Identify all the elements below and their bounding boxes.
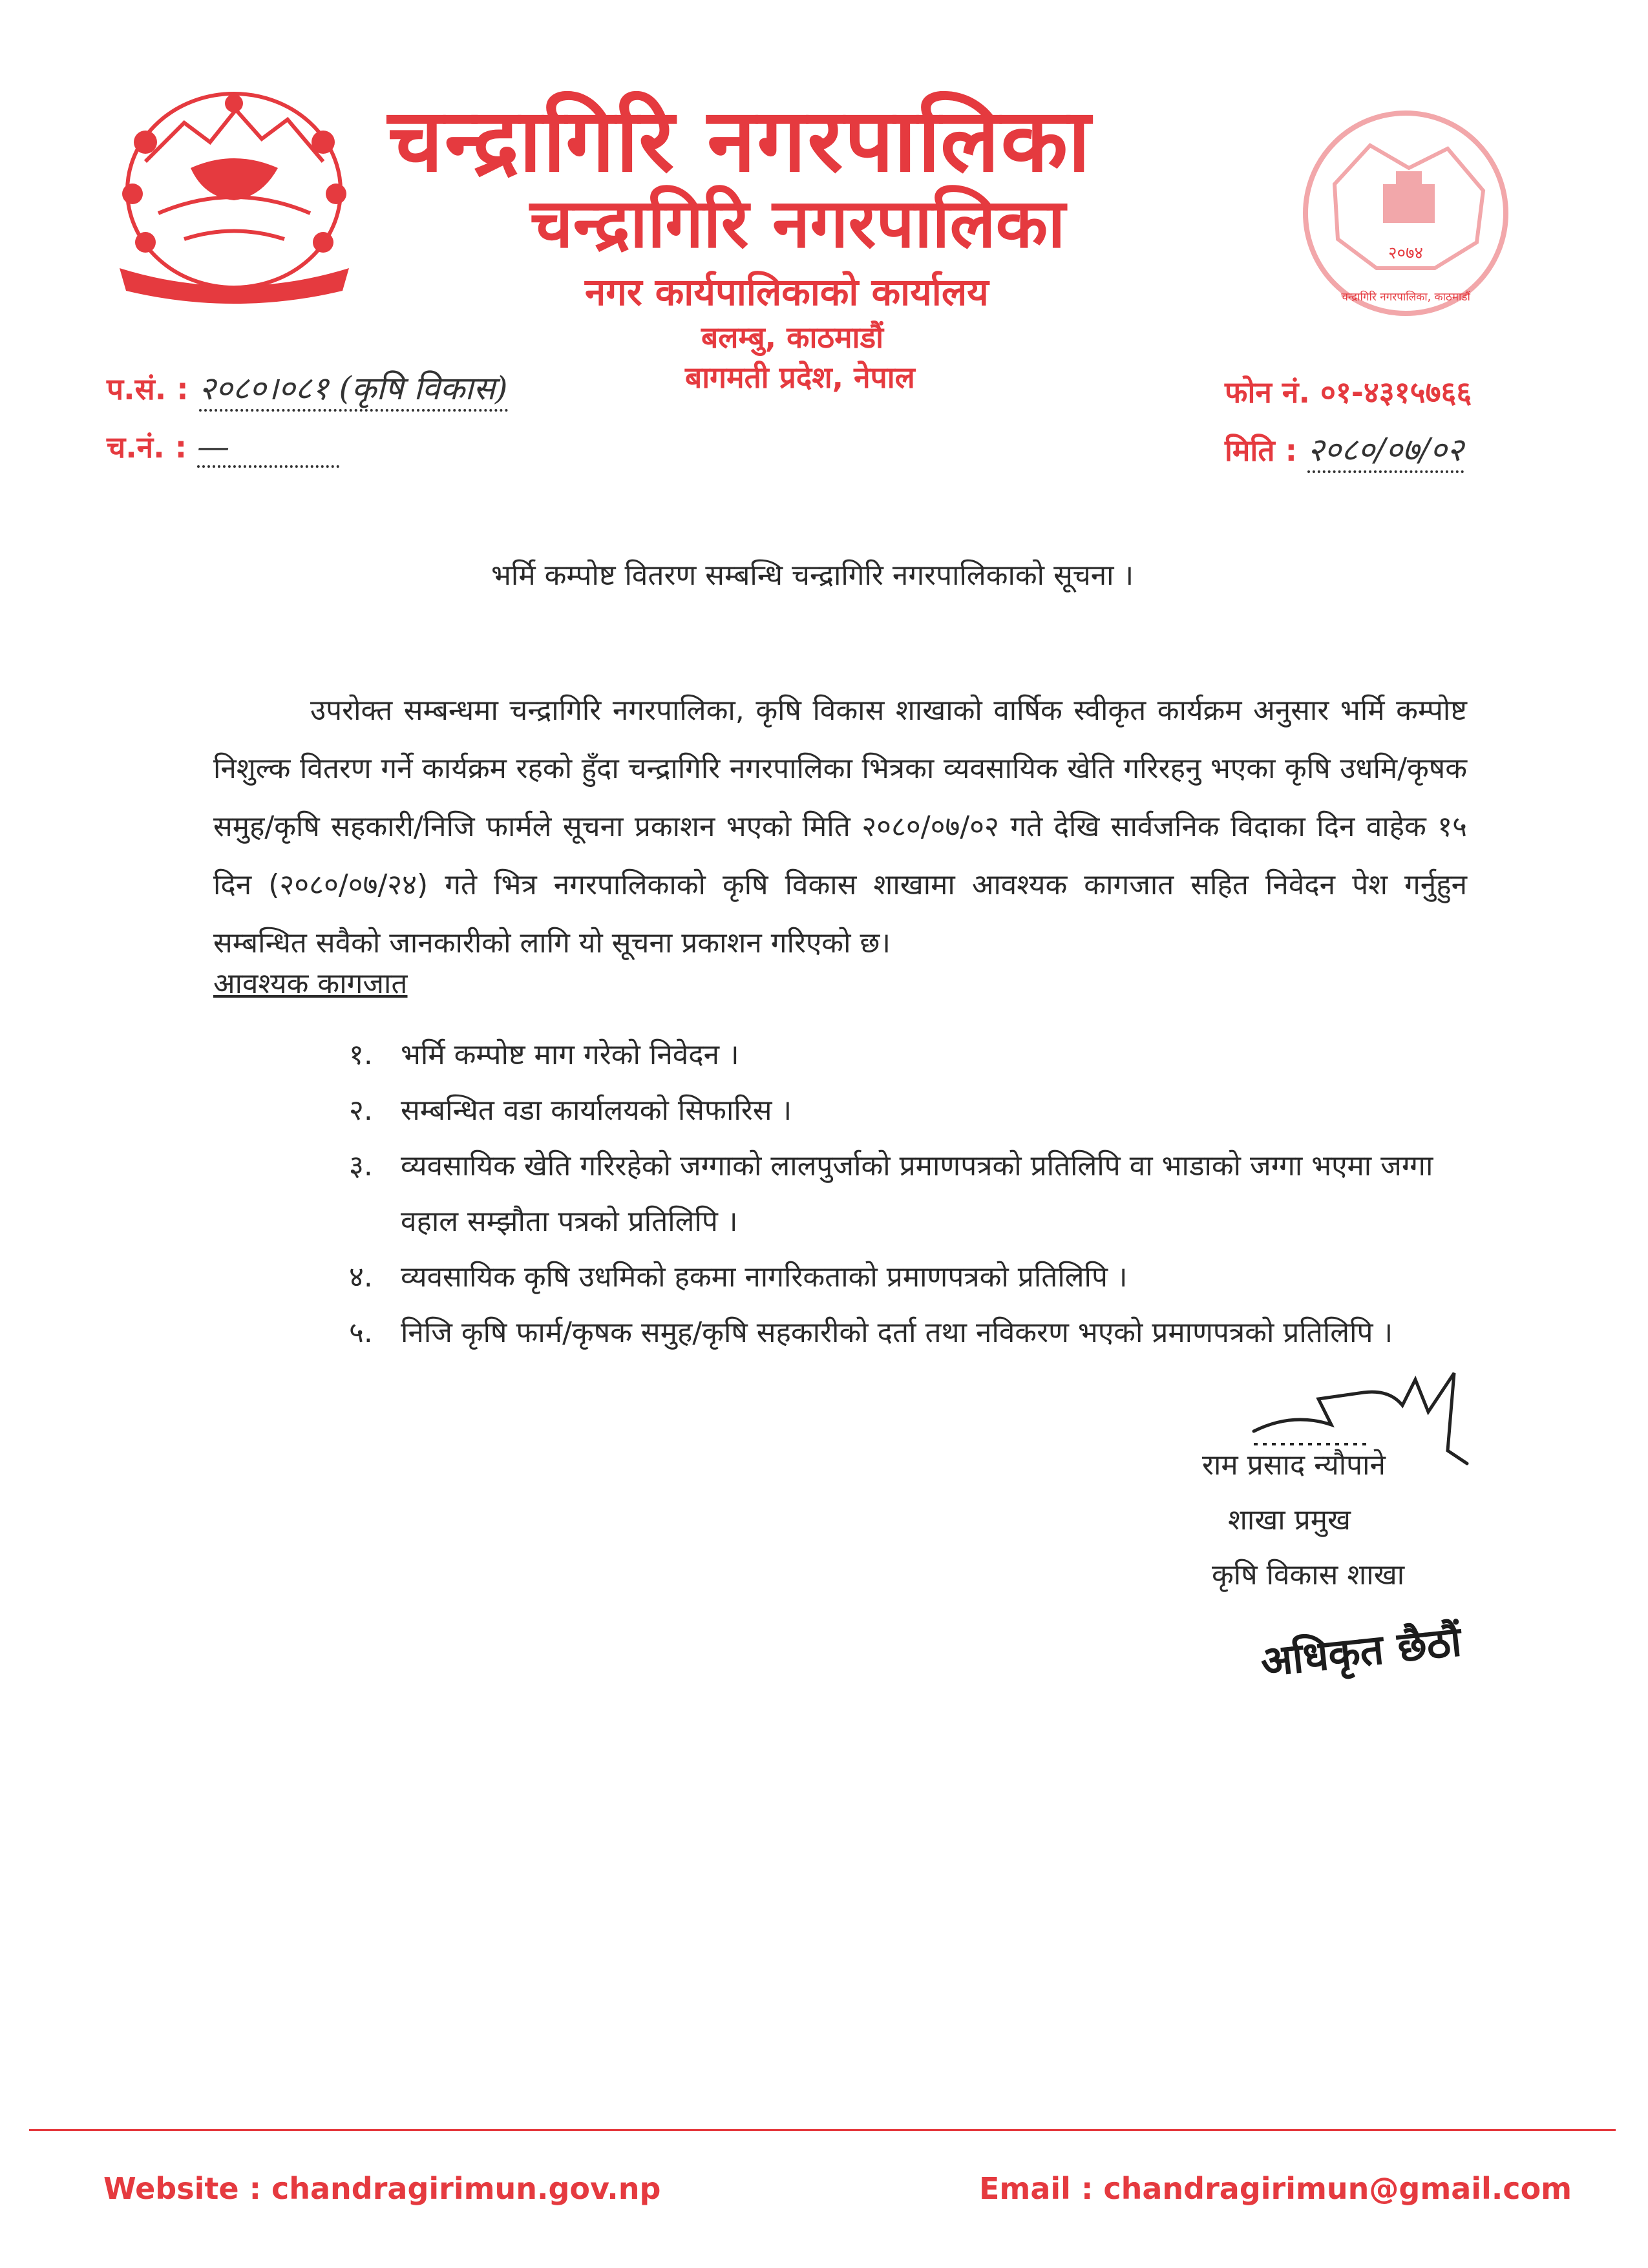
footer-divider xyxy=(29,2129,1616,2131)
list-item: १. भर्मि कम्पोष्ट माग गरेको निवेदन । xyxy=(349,1038,739,1071)
list-item: ५. निजि कृषि फार्म/कृषक समुह/कृषि सहकारीको दर्ता तथा नविकरण भएको प्रमाणपत्रको प्रतिलिपि । xyxy=(349,1316,1393,1349)
dispatch-number xyxy=(107,426,339,468)
officer-stamp: अधिकृत छैठौं xyxy=(1258,1617,1464,1687)
letter-body: उपरोक्त सम्बन्धमा चन्द्रागिरि नगरपालिका, कृषि विकास शाखाको वार्षिक स्वीकृत कार्यक्रम अनुसार भर्मि कम्पोष्ट निशुल्क वितरण गर्ने कार्यक्रम रहको हुँदा चन्द्रागिरि नगरपालिका भित्रका व्यवसायिक खेति गरिरहनु भएका कृषि उधमि/कृषक समुह/कृषि सहकारी/निजि फार्मले सूचना प्रकाशन भएको मिति २०८०/०७/०२ गते देखि सार्वजनिक विदाका दिन वाहेक १५ दिन (२०८०/०७/२४) गते भित्र नगरपालिकाको कृषि विकास शाखामा आवश्यक कागजात सहित निवेदन पेश गर्नुहुन सम्बन्धित सवैको जानकारीको लागि यो सूचना प्रकाशन गरिएको छ। xyxy=(213,694,1467,960)
phone-number xyxy=(1225,372,1472,412)
dispatch-number-label: च.नं. : xyxy=(107,430,187,465)
municipality-logo-icon xyxy=(1299,107,1512,320)
office-place: बलम्बु, काठमाडौं xyxy=(701,320,884,355)
requirements-heading: आवश्यक कागजात xyxy=(213,967,408,1000)
list-item: २. सम्बन्धित वडा कार्यालयको सिफारिस । xyxy=(349,1094,792,1127)
municipality-title-secondary: चन्द्रागिरि नगरपालिका xyxy=(530,184,1066,263)
letter-subject: भर्मि कम्पोष्ट वितरण सम्बन्धि चन्द्रागिरि नगरपालिकाको सूचना । xyxy=(491,559,1134,592)
logo-caption: चन्द्रागिरि नगरपालिका, काठमाडौं xyxy=(1341,291,1470,304)
date-value: २०८०/०७/०२ xyxy=(1307,426,1464,473)
nepal-emblem-icon xyxy=(107,84,362,307)
date-label: मिति : xyxy=(1225,433,1297,468)
phone-value: ०१-४३१५७६६ xyxy=(1320,375,1472,410)
requirements-list xyxy=(349,1027,1499,1361)
logo-year: २०७४ xyxy=(1388,244,1424,263)
office-name: नगर कार्यपालिकाको कार्यालय xyxy=(585,270,989,314)
ref-number-label: प.सं. : xyxy=(107,372,189,406)
footer-website: Website : chandragirimun.gov.np xyxy=(103,2171,661,2206)
ref-number-value: २०८०।०८१ (कृषि विकास) xyxy=(199,365,508,412)
signatory-name: राम प्रसाद न्यौपाने xyxy=(1202,1449,1386,1482)
office-province: बागमती प्रदेश, नेपाल xyxy=(685,360,915,395)
municipality-title: चन्द्रागिरि नगरपालिका xyxy=(388,90,1092,191)
footer-email: Email : chandragirimun@gmail.com xyxy=(979,2171,1572,2206)
signatory-department: कृषि विकास शाखा xyxy=(1212,1559,1405,1591)
signatory-post: शाखा प्रमुख xyxy=(1228,1504,1351,1537)
ref-number xyxy=(107,365,508,412)
letter-date xyxy=(1225,426,1464,473)
dispatch-number-value: — xyxy=(197,428,339,468)
list-item: ४. व्यवसायिक कृषि उधमिको हकमा नागरिकताको प्रमाणपत्रको प्रतिलिपि । xyxy=(349,1261,1128,1294)
phone-label: फोन नं. xyxy=(1225,375,1310,410)
list-item: ३. व्यवसायिक खेति गरिरहेको जग्गाको लालपुर्जाको प्रमाणपत्रको प्रतिलिपि वा भाडाको जग्गा भएमा जग्गा वहाल सम्झौता पत्रको प्रतिलिपि । xyxy=(349,1150,1433,1238)
